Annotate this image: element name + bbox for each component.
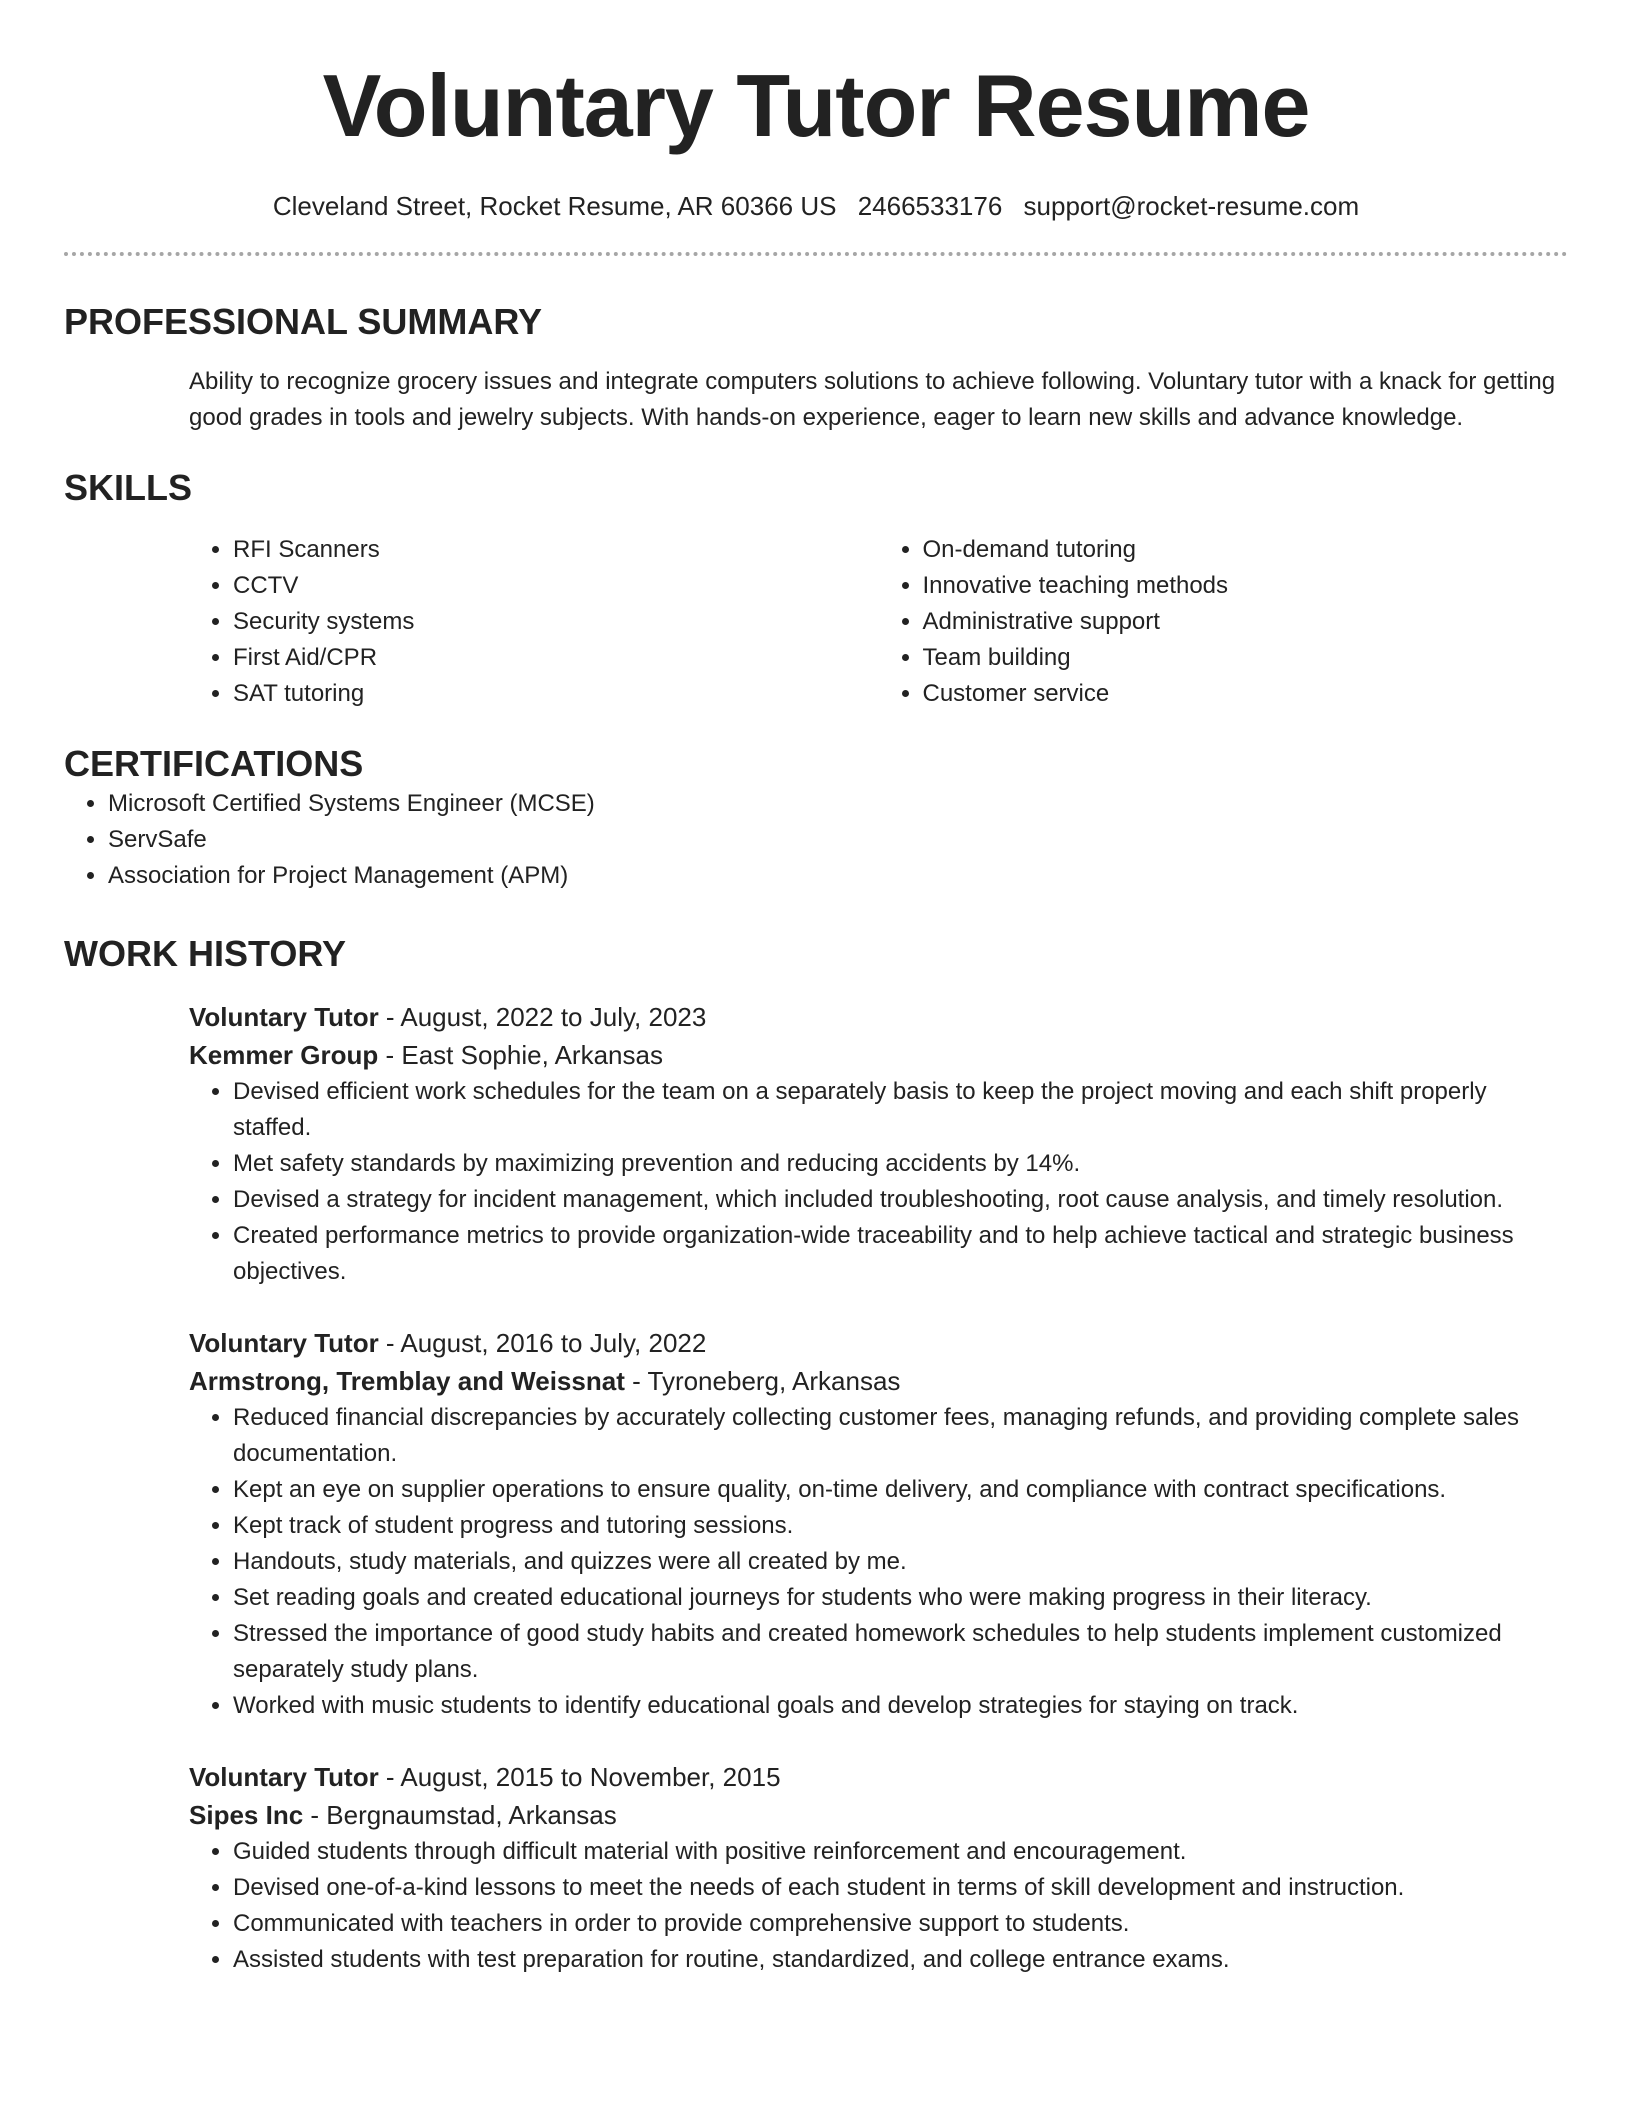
skill-item: • Security systems — [233, 604, 879, 640]
summary-section — [64, 300, 1568, 436]
work-history-heading: WORK HISTORY — [64, 933, 347, 974]
contact-line — [64, 190, 1568, 222]
job-title: Voluntary Tutor — [189, 1328, 379, 1358]
job-bullet: • Kept track of student progress and tutoring sessions. — [233, 1508, 1568, 1544]
header-divider — [64, 252, 1568, 256]
job-company-line — [189, 1362, 1568, 1400]
skill-item: • CCTV — [233, 568, 879, 604]
job-bullet: • Communicated with teachers in order to provide comprehensive support to students. — [233, 1906, 1568, 1942]
job-bullet: • Set reading goals and created educational journeys for students who were making progress in their literacy. — [233, 1580, 1568, 1616]
job-title-line — [189, 1324, 1568, 1362]
resume-title: Voluntary Tutor Resume — [322, 56, 1310, 155]
job-entry — [189, 998, 1568, 1290]
skills-left-list — [189, 532, 879, 712]
job-title: Voluntary Tutor — [189, 1762, 379, 1792]
job-bullet: • Kept an eye on supplier operations to ensure quality, on-time delivery, and compliance with contract specifications. — [233, 1472, 1568, 1508]
job-bullet-list — [189, 1834, 1568, 1978]
job-bullet: • Worked with music students to identify educational goals and develop strategies for staying on track. — [233, 1688, 1568, 1724]
summary-text: Ability to recognize grocery issues and integrate computers solutions to achieve following. Voluntary tutor with a knack for getting good grades in tools and jewelry subjects. With hands-on experience, eager to learn new skills and advance knowledge. — [189, 368, 1556, 431]
job-location: - Tyroneberg, Arkansas — [624, 1366, 901, 1396]
job-bullet-list — [189, 1400, 1568, 1724]
job-entry — [189, 1758, 1568, 1978]
job-bullet: • Handouts, study materials, and quizzes were all created by me. — [233, 1544, 1568, 1580]
certifications-section — [64, 742, 1568, 894]
summary-heading: PROFESSIONAL SUMMARY — [64, 301, 543, 342]
job-bullet: • Reduced financial discrepancies by accurately collecting customer fees, managing refunds, and providing complete sales documentation. — [233, 1400, 1568, 1472]
job-bullet: • Devised a strategy for incident management, which included troubleshooting, root cause analysis, and timely resolution. — [233, 1182, 1568, 1218]
job-title: Voluntary Tutor — [189, 1002, 379, 1032]
contact-address: Cleveland Street, Rocket Resume, AR 60366 US — [272, 191, 837, 221]
skill-item: • Team building — [923, 640, 1569, 676]
job-title-line — [189, 998, 1568, 1036]
skill-item: • Customer service — [923, 676, 1569, 712]
job-bullet: • Assisted students with test preparation for routine, standardized, and college entrance exams. — [233, 1942, 1568, 1978]
skill-item: • Administrative support — [923, 604, 1569, 640]
skill-item: • First Aid/CPR — [233, 640, 879, 676]
job-bullet: • Created performance metrics to provide organization-wide traceability and to help achieve tactical and strategic business objectives. — [233, 1218, 1568, 1290]
job-bullet-list — [189, 1074, 1568, 1290]
job-dates: - August, 2016 to July, 2022 — [378, 1328, 707, 1358]
job-company: Sipes Inc — [189, 1800, 304, 1830]
skill-item: • RFI Scanners — [233, 532, 879, 568]
skills-right-list — [879, 532, 1569, 712]
job-bullet: • Met safety standards by maximizing prevention and reducing accidents by 14%. — [233, 1146, 1568, 1182]
skill-item: • On-demand tutoring — [923, 532, 1569, 568]
certification-item: • ServSafe — [108, 822, 1568, 858]
job-title-line — [189, 1758, 1568, 1796]
job-entry — [189, 1324, 1568, 1724]
job-location: - East Sophie, Arkansas — [378, 1040, 663, 1070]
contact-phone: 2466533176 — [857, 191, 1003, 221]
certification-item: • Association for Project Management (APM) — [108, 858, 1568, 894]
job-location: - Bergnaumstad, Arkansas — [303, 1800, 617, 1830]
work-history-section — [64, 932, 1568, 1978]
job-company-line — [189, 1796, 1568, 1834]
job-bullet: • Devised efficient work schedules for the team on a separately basis to keep the project moving and each shift properly staffed. — [233, 1074, 1568, 1146]
contact-email: support@rocket-resume.com — [1023, 191, 1360, 221]
job-company: Armstrong, Tremblay and Weissnat — [189, 1366, 625, 1396]
job-dates: - August, 2022 to July, 2023 — [378, 1002, 707, 1032]
job-bullet: • Guided students through difficult material with positive reinforcement and encouragement. — [233, 1834, 1568, 1870]
certifications-list — [64, 786, 1568, 894]
job-bullet: • Devised one-of-a-kind lessons to meet the needs of each student in terms of skill development and instruction. — [233, 1870, 1568, 1906]
job-bullet: • Stressed the importance of good study habits and created homework schedules to help students implement customized separately study plans. — [233, 1616, 1568, 1688]
skills-section — [64, 466, 1568, 712]
certifications-heading: CERTIFICATIONS — [64, 743, 364, 784]
skill-item: • SAT tutoring — [233, 676, 879, 712]
skills-grid — [189, 532, 1568, 712]
certification-item: • Microsoft Certified Systems Engineer (MCSE) — [108, 786, 1568, 822]
skill-item: • Innovative teaching methods — [923, 568, 1569, 604]
job-company: Kemmer Group — [189, 1040, 379, 1070]
job-dates: - August, 2015 to November, 2015 — [378, 1762, 781, 1792]
skills-heading: SKILLS — [64, 467, 193, 508]
job-company-line — [189, 1036, 1568, 1074]
